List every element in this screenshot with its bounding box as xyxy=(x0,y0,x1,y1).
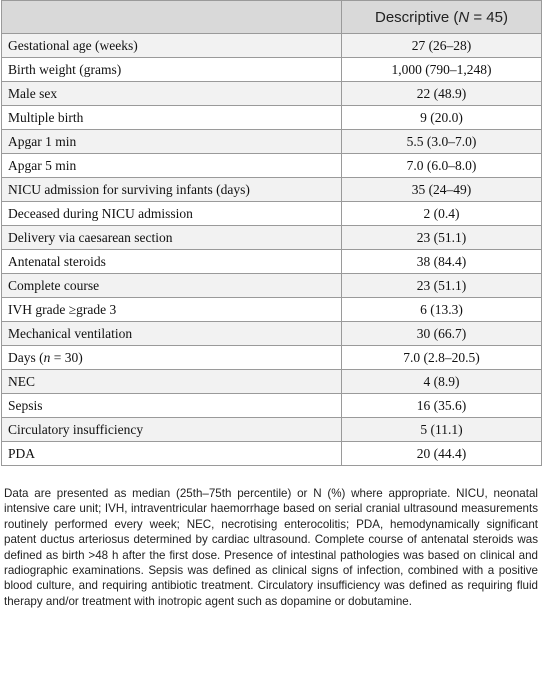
table-row xyxy=(2,346,542,370)
header-label-cell xyxy=(2,1,342,34)
header-descriptive-cell xyxy=(342,1,542,34)
row-value: 30 (66.7) xyxy=(342,322,542,346)
table-row xyxy=(2,178,542,202)
row-label: Complete course xyxy=(2,274,342,298)
table-row xyxy=(2,250,542,274)
row-label: NEC xyxy=(2,370,342,394)
table-row xyxy=(2,394,542,418)
row-label: Birth weight (grams) xyxy=(2,58,342,82)
table-row xyxy=(2,58,542,82)
row-label: Multiple birth xyxy=(2,106,342,130)
row-value: 20 (44.4) xyxy=(342,442,542,466)
header-descriptive-prefix: Descriptive ( xyxy=(375,8,459,26)
table-row xyxy=(2,370,542,394)
row-value: 2 (0.4) xyxy=(342,202,542,226)
table-row xyxy=(2,106,542,130)
row-label: Mechanical ventilation xyxy=(2,322,342,346)
row-label: NICU admission for surviving infants (days) xyxy=(2,178,342,202)
row-value: 4 (8.9) xyxy=(342,370,542,394)
days-n-variable: n xyxy=(43,349,51,365)
table-row xyxy=(2,322,542,346)
row-label: Antenatal steroids xyxy=(2,250,342,274)
table-row xyxy=(2,154,542,178)
table-row xyxy=(2,202,542,226)
row-value: 16 (35.6) xyxy=(342,394,542,418)
row-label: Sepsis xyxy=(2,394,342,418)
row-label: Circulatory insufficiency xyxy=(2,418,342,442)
row-value: 5 (11.1) xyxy=(342,418,542,442)
row-value: 27 (26–28) xyxy=(342,34,542,58)
row-label: IVH grade ≥grade 3 xyxy=(2,298,342,322)
row-value: 35 (24–49) xyxy=(342,178,542,202)
row-value: 1,000 (790–1,248) xyxy=(342,58,542,82)
row-label: Gestational age (weeks) xyxy=(2,34,342,58)
row-value: 7.0 (2.8–20.5) xyxy=(342,346,542,370)
table-row xyxy=(2,226,542,250)
row-value: 9 (20.0) xyxy=(342,106,542,130)
row-label: Delivery via caesarean section xyxy=(2,226,342,250)
table-row xyxy=(2,82,542,106)
row-value: 23 (51.1) xyxy=(342,274,542,298)
row-value: 23 (51.1) xyxy=(342,226,542,250)
row-value: 5.5 (3.0–7.0) xyxy=(342,130,542,154)
row-label xyxy=(2,346,342,370)
table-row xyxy=(2,298,542,322)
table-row xyxy=(2,442,542,466)
header-n-variable: N xyxy=(458,8,470,26)
table-row xyxy=(2,274,542,298)
table-row xyxy=(2,130,542,154)
days-label-prefix: Days ( xyxy=(8,349,44,365)
row-label: Apgar 5 min xyxy=(2,154,342,178)
row-value: 6 (13.3) xyxy=(342,298,542,322)
row-label: PDA xyxy=(2,442,342,466)
row-label: Deceased during NICU admission xyxy=(2,202,342,226)
days-label-suffix: = 30) xyxy=(50,349,83,365)
table-row xyxy=(2,34,542,58)
row-value: 22 (48.9) xyxy=(342,82,542,106)
row-label: Apgar 1 min xyxy=(2,130,342,154)
table-header-row xyxy=(2,1,542,34)
characteristics-table xyxy=(1,0,542,466)
header-descriptive-suffix: = 45) xyxy=(469,8,508,26)
table-footnote: Data are presented as median (25th–75th percentile) or N (%) where appropriate. NICU, neonatal intensive care unit; IVH, intraventricular haemorrhage based on serial cranial ultrasound measurements routinely performed every week; NEC, necrotising enterocolitis; PDA, hemodynamically significant patent ductus arteriosus determined by cardiac ultrasound. Complete course of antenatal steroids was defined as birth >48 h after the first dose. Presence of intestinal pathologies was based on clinical and radiographic examinations. Sepsis was defined as clinical signs of infection, combined with a positive blood culture, and requiring antibiotic treatment. Circulatory insufficiency was defined as requiring fluid therapy and/or treatment with inotropic agent such as dopamine or dobutamine. xyxy=(4,487,538,608)
table-row xyxy=(2,418,542,442)
row-value: 38 (84.4) xyxy=(342,250,542,274)
row-value: 7.0 (6.0–8.0) xyxy=(342,154,542,178)
row-label: Male sex xyxy=(2,82,342,106)
